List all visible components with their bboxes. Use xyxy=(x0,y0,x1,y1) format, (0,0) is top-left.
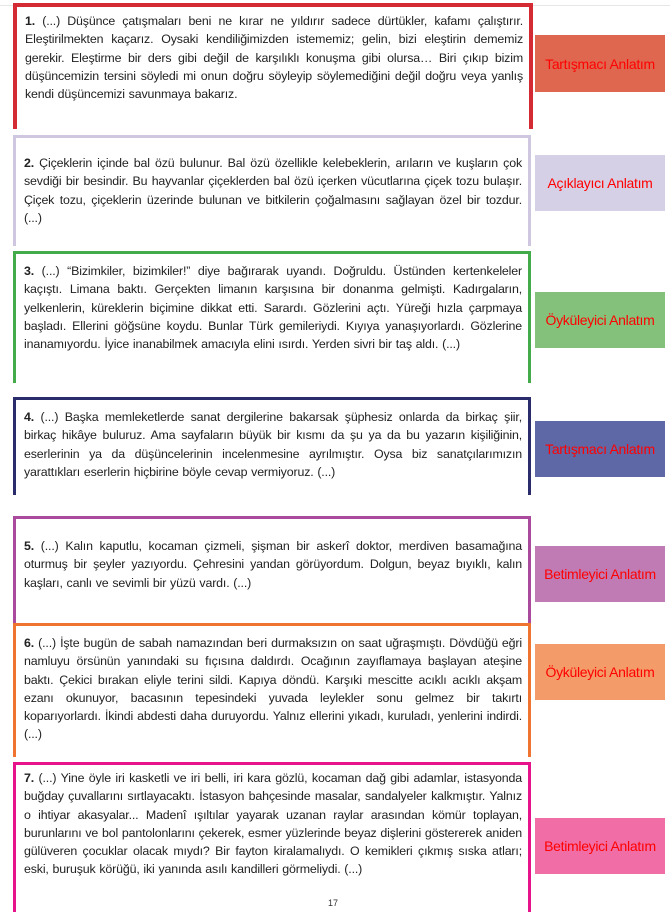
passage-number-1: 1. xyxy=(25,14,36,28)
passage-number-3: 3. xyxy=(24,264,35,278)
passage-box-2 xyxy=(13,135,531,246)
passage-number-6: 6. xyxy=(24,636,35,650)
passage-text-1: 1. (...) Düşünce çatışmaları beni ne kırar ne yıldırır sadece dürtükler, kafamı çalıştırır. Eleştirilmekten kaçarız. Oysaki kendiliğimizden istememiz; gelin, bizi eleştirin dememiz gerekir. Eleştirme bir ders gibi değil de karşılıklı konuşma gibi olursa… Biri çıkıp bizim düşüncemizin tersini söyledi mi onun doğru söyleyip söylemediğini değil doğru veya yanlış kendi düşüncemizi savunmaya bakarız. xyxy=(25,14,523,102)
passage-text-3: 3. (...) “Bizimkiler, bizimkiler!” diye bağırarak uyandı. Doğruldu. Üstünden kertenkeleler kaçıştı. Limana baktı. Gerçekten limanın karşısına bir donanma gelmişti. Kadırgaların, yelkenlerin, küreklerin biçimine dikkat etti. Sarardı. Gözlerini açtı. Yüreği hızla çarpmaya başladı. Ellerini göğsüne koydu. Bunlar Türk gemileriydi. Kıyıya yanaşıyorlardı. Gözlerine inanamıyordu. İyice inanabilmek amacıyla elini ısırdı. Yerden sivri bir taş aldı. (...) xyxy=(24,264,522,352)
answer-label-3: Öyküleyici Anlatım xyxy=(535,292,665,348)
answer-label-7: Betimleyici Anlatım xyxy=(535,818,665,874)
passage-text-5: 5. (...) Kalın kaputlu, kocaman çizmeli, şişman bir askerî doktor, merdiven basamağına oturmuş bir şeyler yazıyordu. Çehresini yandan görüyordum. Dolgun, beyaz bıyıklı, kalın kaşları, canlı ve sevimli bir yüzü vardı. (...) xyxy=(24,539,522,590)
answer-label-2: Açıklayıcı Anlatım xyxy=(535,155,665,211)
passage-text-7: 7. (...) Yine öyle iri kasketli ve iri belli, iri kara gözlü, kocaman dağ gibi adamlar, istasyonda buğday çuvallarını sırtlayacaktı. İstasyon bahçesinde masalar, sandalyeler kalkmıştır. Yalnız o ihtiyar akasyalar... Madenî ışıltılar yayarak uzanan raylar arasından kömür toplayan, burunlarını ve bol pantolonlarını çekerek, esmer yüzlerinde beyaz dişlerini göstererek aniden gülüveren çocuklar olacak mıydı? Bir fayton kiralamalıydı. O kemikleri çıkmış sıska atları; eski, buruşuk körüğü, iki yanında asılı kandilleri görmeliydi. (...) xyxy=(24,771,522,877)
passage-text-4: 4. (...) Başka memleketlerde sanat dergilerine bakarsak şüphesiz onlarda da birkaç şiir, birkaç hikâye buluruz. Ama sayfaların büyük bir kısmı da şu ya da bu yazarın kişiliğinin, eserlerinin ya da düşüncelerinin incelenmesine ayrılmıştır. Oysa biz sanatçılarımızın yarattıkları eserlerin hiçbirine böyle cevap vermiyoruz. (...) xyxy=(24,410,522,479)
passage-number-4: 4. xyxy=(24,410,35,424)
passage-box-3 xyxy=(13,251,531,383)
passage-text-6: 6. (...) İşte bugün de sabah namazından beri durmaksızın on saat uğraşmıştı. Dövdüğü eğri namluyu örsünün yanındaki su fıçısına daldırdı. Ocağının zayıflamaya başlayan ateşine baktı. Çekici bırakan eliyle terini sildi. Kapıya döndü. Karşıki mescitte acıklı acıklı akşam ezanı okunuyor, bacasının tepesindeki yuvada leylekler sonu gelmez bir takırtı koparıyorlardı. İkindi abdesti daha duruyordu. Yalnız ellerini yıkadı, kuruladı, yenlerini indirdi. (...) xyxy=(24,636,522,742)
passage-text-2: 2. Çiçeklerin içinde bal özü bulunur. Bal özü özellikle kelebeklerin, arıların ve kuşların çok sevdiği bir besindir. Bu hayvanlar çiçeklerden bal özü içerken vücutlarına çiçek tozu bulaşır. Çiçek tozu, çiçeklerin üzerinde bulunan ve bitkilerin çoğalmasını sağlayan özel bir tozdur. (...) xyxy=(24,156,522,225)
answer-label-1: Tartışmacı Anlatım xyxy=(535,35,665,92)
answer-label-6: Öyküleyici Anlatım xyxy=(535,644,665,700)
passage-box-7 xyxy=(13,762,531,912)
answer-label-4: Tartışmacı Anlatım xyxy=(535,421,665,477)
page-number: 17 xyxy=(328,898,339,908)
passage-number-2: 2. xyxy=(24,156,35,170)
passage-box-6 xyxy=(13,623,531,757)
answer-label-5: Betimleyici Anlatım xyxy=(535,546,665,602)
passage-box-4 xyxy=(13,397,531,495)
passage-number-5: 5. xyxy=(24,539,35,553)
passage-box-5 xyxy=(13,516,531,627)
passage-number-7: 7. xyxy=(24,771,35,785)
passage-box-1 xyxy=(13,3,533,129)
